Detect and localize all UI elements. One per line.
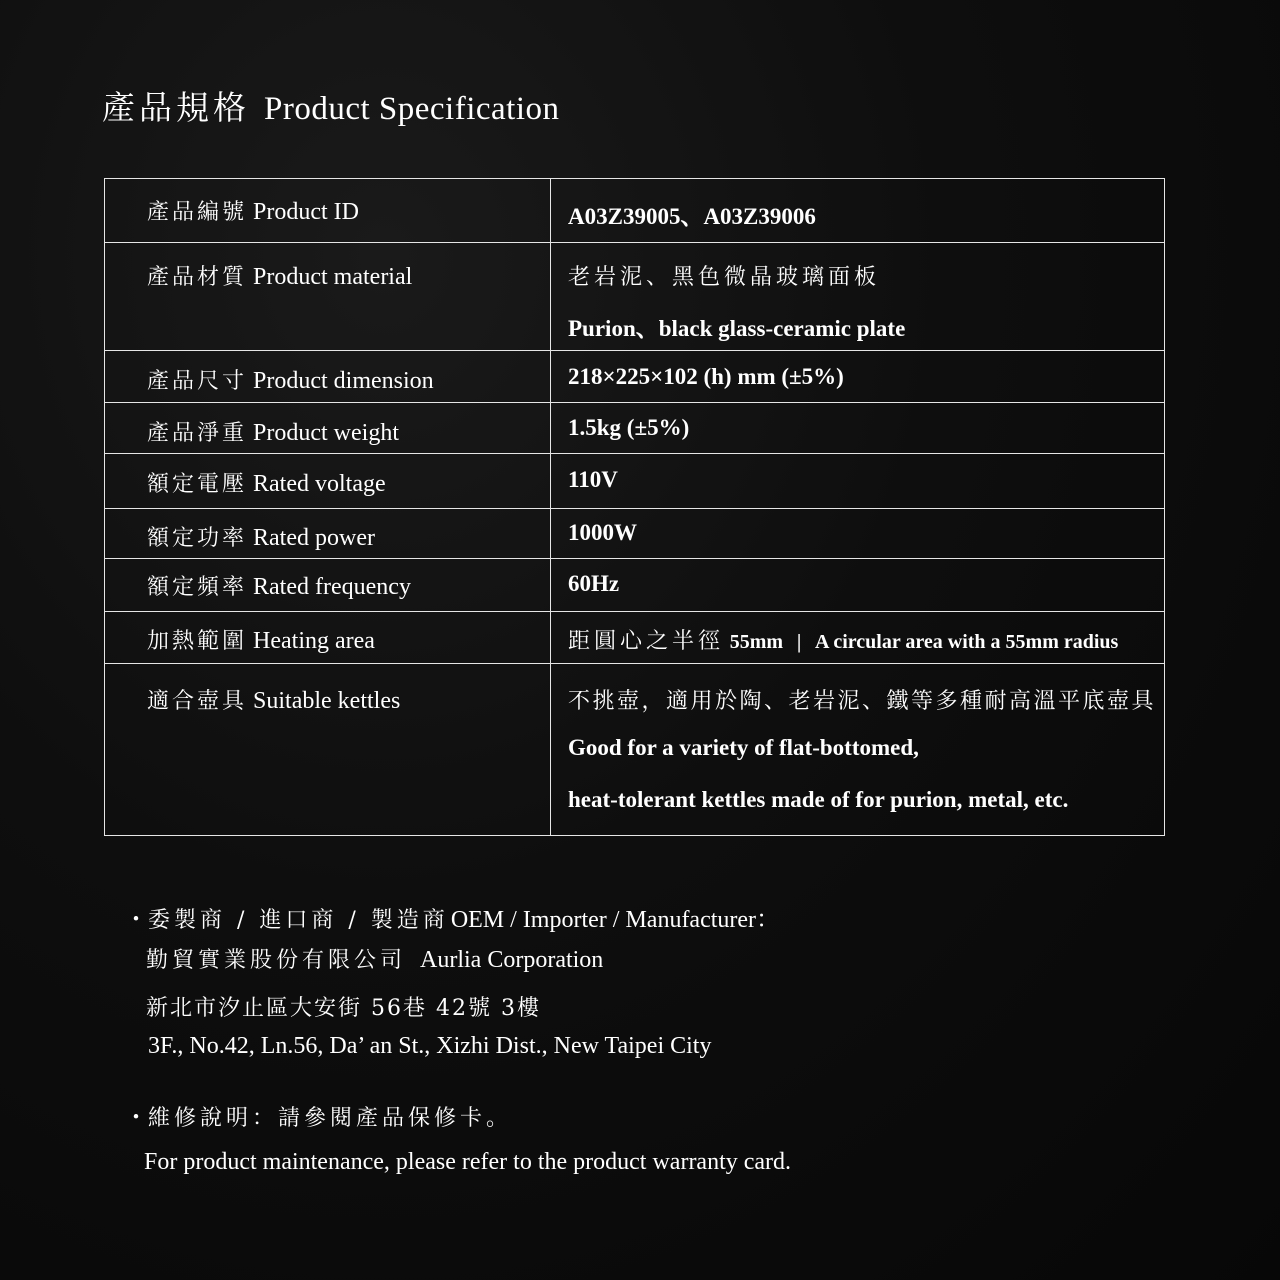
bullet-icon: ・: [124, 1105, 148, 1131]
manufacturer-heading-zh: 委製商 / 進口商 / 製造商: [148, 908, 449, 933]
spec-label: [105, 351, 551, 403]
spec-value: [551, 559, 1165, 612]
spec-label: [105, 403, 551, 454]
manufacturer-heading-en: OEM / Importer / Manufacturer：: [450, 907, 781, 933]
table-row: [105, 351, 1165, 403]
page-title: [102, 82, 560, 129]
power-value: 1000W: [568, 520, 637, 545]
company-line: [146, 948, 603, 972]
spec-value: [551, 351, 1165, 403]
spec-label-en: Product weight: [253, 420, 399, 446]
spec-table: [104, 178, 1165, 836]
manufacturer-heading: [124, 908, 780, 932]
heating-area-size: 55mm: [729, 631, 784, 653]
spec-label-en: Rated voltage: [253, 471, 386, 497]
spec-value: [551, 509, 1165, 559]
spec-label: [105, 179, 551, 243]
spec-label-zh: 適合壺具: [147, 689, 248, 714]
spec-label-zh: 產品編號: [147, 200, 248, 225]
page-title-zh: 產品規格: [102, 88, 250, 127]
spec-label-en: Suitable kettles: [253, 688, 401, 714]
spec-label-zh: 產品尺寸: [147, 369, 248, 394]
spec-label: [105, 454, 551, 509]
spec-value: [551, 612, 1165, 664]
kettles-value-zh: 不挑壺，適用於陶、老岩泥、鐵等多種耐高溫平底壺具: [568, 689, 1157, 714]
spec-label: [105, 559, 551, 612]
weight-value: 1.5kg (±5%): [568, 415, 690, 440]
table-row: [105, 179, 1165, 243]
spec-label: [105, 612, 551, 664]
spec-value: [551, 243, 1165, 351]
spec-label-en: Product dimension: [253, 368, 434, 394]
company-name-en: Aurlia Corporation: [420, 947, 604, 973]
address-zh: [146, 996, 541, 1020]
table-row: [105, 612, 1165, 664]
table-row: [105, 509, 1165, 559]
maintenance-en-text: For product maintenance, please refer to the product warranty card.: [144, 1149, 792, 1175]
address-en-text: 3F., No.42, Ln.56, Da’ an St., Xizhi Dist., New Taipei City: [148, 1033, 712, 1059]
maintenance-en: [144, 1150, 791, 1174]
spec-label-zh: 產品材質: [147, 265, 248, 290]
product-id-value: A03Z39005、A03Z39006: [568, 204, 816, 229]
spec-label-zh: 額定頻率: [147, 575, 248, 600]
material-value-zh: 老岩泥、黑色微晶玻璃面板: [568, 265, 881, 290]
spec-value: [551, 454, 1165, 509]
table-row: [105, 243, 1165, 351]
material-value-en: Purion、black glass-ceramic plate: [568, 316, 906, 341]
spec-label-zh: 額定電壓: [147, 472, 248, 497]
page-title-en: Product Specification: [264, 91, 560, 127]
spec-value: [551, 403, 1165, 454]
maintenance-zh-text: 維修說明：請參閱產品保修卡。: [148, 1106, 513, 1131]
heating-area-en: A circular area with a 55mm radius: [815, 631, 1119, 653]
heating-area-zh: 距圓心之半徑: [568, 629, 725, 654]
address-en: [148, 1034, 711, 1058]
maintenance-zh: [124, 1106, 512, 1130]
address-zh-text: 新北市汐止區大安街 56巷 42號 3樓: [146, 996, 541, 1021]
spec-label-zh: 加熱範圍: [147, 629, 248, 654]
kettles-value-en-1: Good for a variety of flat-bottomed,: [568, 735, 919, 760]
table-row: [105, 664, 1165, 836]
table-row: [105, 454, 1165, 509]
spec-label-en: Heating area: [253, 628, 375, 654]
bullet-icon: ・: [124, 907, 148, 933]
spec-label: [105, 243, 551, 351]
table-row: [105, 559, 1165, 612]
spec-value: [551, 179, 1165, 243]
spec-label: [105, 664, 551, 836]
spec-label-zh: 產品淨重: [147, 421, 248, 446]
kettles-value-en-2: heat-tolerant kettles made of for purion, metal, etc.: [568, 787, 1069, 812]
dimension-value: 218×225×102 (h) mm (±5%): [568, 364, 844, 389]
spec-label-en: Product ID: [253, 199, 359, 225]
spec-label-en: Rated frequency: [253, 574, 411, 600]
company-name-zh: 勤貿實業股份有限公司: [146, 948, 407, 973]
spec-label-en: Rated power: [253, 525, 375, 551]
spec-value: [551, 664, 1165, 836]
heating-area-separator: |: [796, 631, 802, 653]
spec-label: [105, 509, 551, 559]
table-row: [105, 403, 1165, 454]
spec-label-zh: 額定功率: [147, 526, 248, 551]
voltage-value: 110V: [568, 467, 618, 492]
frequency-value: 60Hz: [568, 571, 620, 596]
spec-label-en: Product material: [253, 264, 413, 290]
